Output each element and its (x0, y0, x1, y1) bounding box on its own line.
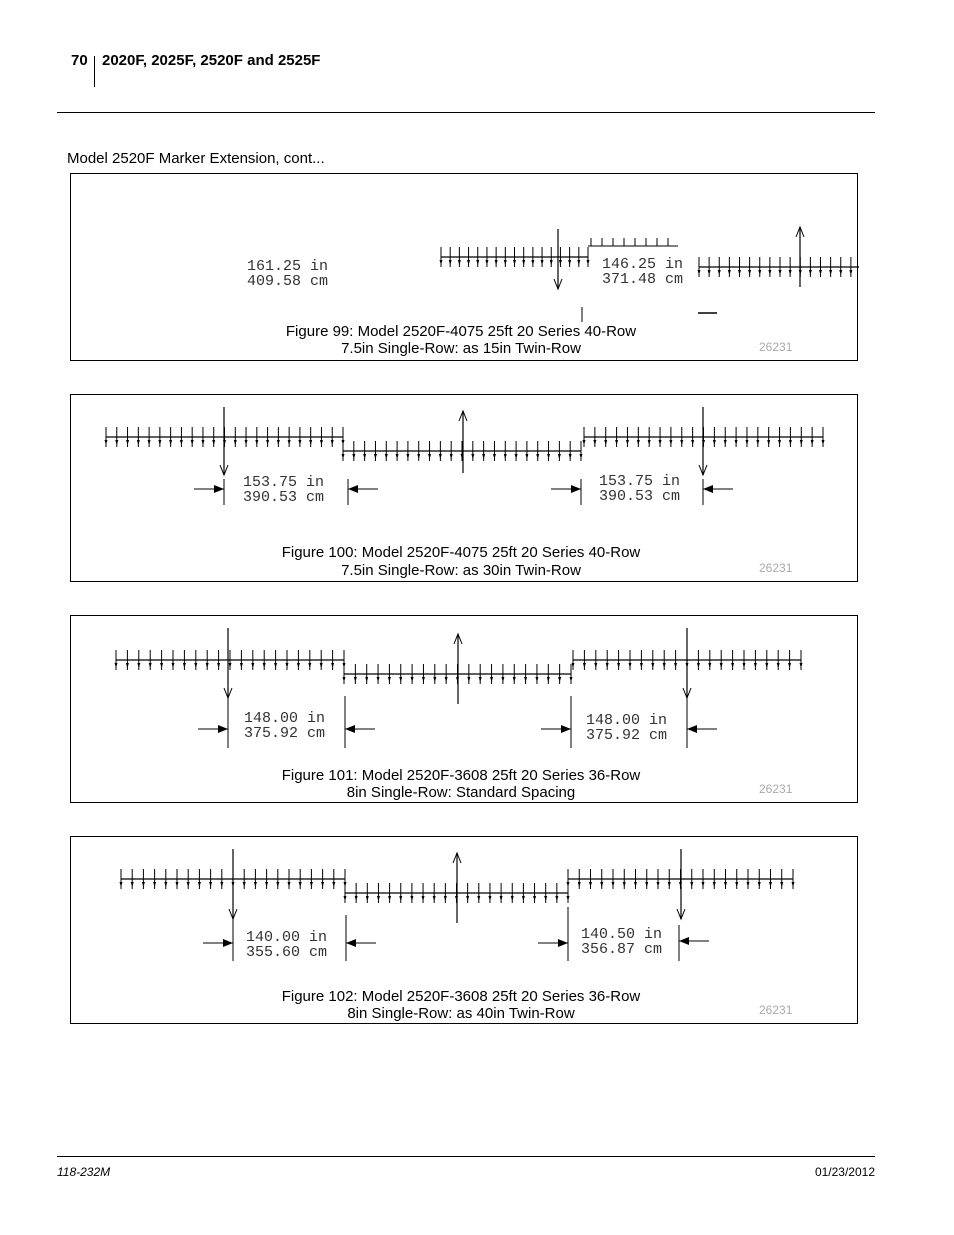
right-measure-in: 146.25 in (602, 256, 684, 273)
row-arrow (137, 440, 140, 445)
row-arrow (779, 270, 782, 275)
row-arrow (374, 454, 377, 459)
row-arrow (524, 677, 527, 682)
row-arrow (713, 440, 716, 445)
row-arrow (245, 440, 248, 445)
right-measure-cm: 375.92 cm (586, 727, 668, 744)
right-measure-in: 140.50 in (581, 926, 663, 943)
figure-id: 26231 (759, 340, 793, 354)
row-arrow (354, 677, 357, 682)
row-arrow (320, 663, 323, 668)
row-arrow (158, 440, 161, 445)
row-arrow (567, 896, 570, 901)
row-arrow (331, 663, 334, 668)
right-measure-in: 153.75 in (599, 473, 681, 490)
right-measure-cm: 356.87 cm (581, 941, 663, 958)
row-arrow (493, 454, 496, 459)
row-arrow (525, 454, 528, 459)
row-arrow (479, 677, 482, 682)
row-arrow (428, 454, 431, 459)
row-arrow (363, 454, 366, 459)
row-arrow (482, 454, 485, 459)
row-arrow (567, 882, 570, 887)
row-arrow (615, 440, 618, 445)
row-arrow (792, 882, 795, 887)
dimension-arrowhead (218, 725, 228, 733)
left-measure-cm: 390.53 cm (243, 489, 325, 506)
row-arrow (819, 270, 822, 275)
row-arrow (569, 454, 572, 459)
row-arrow (718, 270, 721, 275)
row-arrow (399, 677, 402, 682)
row-arrow (180, 440, 183, 445)
row-arrow (780, 882, 783, 887)
figure-caption-line2: 8in Single-Row: Standard Spacing (346, 784, 576, 801)
row-arrow (126, 440, 129, 445)
dimension-arrowhead (345, 725, 355, 733)
row-arrow (410, 896, 413, 901)
row-arrow (691, 440, 694, 445)
row-arrow (365, 677, 368, 682)
row-arrow (153, 882, 156, 887)
dimension-arrowhead (703, 485, 713, 493)
header-rule (57, 112, 875, 113)
publication-date: 01/23/2012 (814, 1165, 875, 1179)
section-intro: Model 2520F Marker Extension, cont... (67, 150, 325, 167)
figure-id: 26231 (759, 561, 793, 575)
document-number: 118-232M (57, 1165, 111, 1179)
row-arrow (355, 896, 358, 901)
row-arrow (702, 882, 705, 887)
row-arrow (183, 663, 186, 668)
row-arrow (255, 440, 258, 445)
row-arrow (254, 882, 257, 887)
row-arrow (265, 882, 268, 887)
row-arrow (572, 663, 575, 668)
page-number: 70 (71, 52, 88, 69)
row-arrow (745, 440, 748, 445)
row-arrow (587, 260, 590, 265)
row-arrow (800, 663, 803, 668)
row-arrow (206, 663, 209, 668)
row-arrow (277, 440, 280, 445)
row-arrow (201, 440, 204, 445)
dimension-arrowhead (348, 485, 358, 493)
row-arrow (724, 440, 727, 445)
row-arrow (343, 677, 346, 682)
row-arrow (476, 260, 479, 265)
row-arrow (811, 440, 814, 445)
row-arrow (377, 896, 380, 901)
row-arrow (568, 260, 571, 265)
footer-rule (57, 1156, 875, 1157)
row-arrow (533, 896, 536, 901)
row-arrow (589, 882, 592, 887)
row-arrow (768, 270, 771, 275)
row-arrow (570, 677, 573, 682)
row-arrow (756, 440, 759, 445)
row-arrow (708, 663, 711, 668)
row-arrow (321, 882, 324, 887)
dimension-arrowhead (687, 725, 697, 733)
row-arrow (131, 882, 134, 887)
row-arrow (758, 882, 761, 887)
right-measure-cm: 371.48 cm (602, 271, 684, 288)
row-arrow (187, 882, 190, 887)
row-arrow (522, 260, 525, 265)
row-arrow (417, 454, 420, 459)
row-arrow (777, 663, 780, 668)
row-arrow (789, 270, 792, 275)
row-arrow (308, 663, 311, 668)
row-arrow (698, 270, 701, 275)
row-arrow (229, 663, 232, 668)
row-arrow (477, 896, 480, 901)
row-arrow (583, 663, 586, 668)
row-arrow (411, 677, 414, 682)
row-arrow (829, 270, 832, 275)
row-arrow (440, 260, 443, 265)
row-arrow (617, 663, 620, 668)
row-arrow (767, 440, 770, 445)
row-arrow (674, 663, 677, 668)
row-arrow (286, 663, 289, 668)
figure-id: 26231 (759, 782, 793, 796)
right-measure-in: 148.00 in (586, 712, 668, 729)
dimension-arrowhead (223, 939, 233, 947)
row-arrow (342, 454, 345, 459)
row-arrow (377, 677, 380, 682)
row-arrow (467, 260, 470, 265)
right-measure-cm: 390.53 cm (599, 488, 681, 505)
row-arrow (266, 440, 269, 445)
row-arrow (713, 882, 716, 887)
row-arrow (728, 270, 731, 275)
row-arrow (490, 677, 493, 682)
row-arrow (577, 260, 580, 265)
row-arrow (194, 663, 197, 668)
row-arrow (555, 896, 558, 901)
row-arrow (544, 896, 547, 901)
row-arrow (458, 260, 461, 265)
row-arrow (501, 677, 504, 682)
row-arrow (758, 270, 761, 275)
row-arrow (669, 440, 672, 445)
row-arrow (731, 663, 734, 668)
row-arrow (288, 440, 291, 445)
row-arrow (160, 663, 163, 668)
row-arrow (735, 882, 738, 887)
figure-caption-line2: 8in Single-Row: as 40in Twin-Row (347, 1005, 575, 1022)
row-arrow (399, 896, 402, 901)
row-arrow (558, 454, 561, 459)
row-arrow (198, 882, 201, 887)
row-arrow (422, 677, 425, 682)
row-arrow (310, 882, 313, 887)
left-measure-in: 148.00 in (244, 710, 326, 727)
row-arrow (209, 882, 212, 887)
row-arrow (659, 440, 662, 445)
header-divider (94, 56, 95, 87)
figure-100 (70, 394, 858, 582)
row-arrow (849, 270, 852, 275)
row-arrow (735, 440, 738, 445)
row-arrow (531, 260, 534, 265)
row-arrow (385, 454, 388, 459)
row-arrow (217, 663, 220, 668)
figure-id: 26231 (759, 1003, 793, 1017)
row-arrow (439, 454, 442, 459)
row-arrow (126, 663, 129, 668)
row-arrow (422, 896, 425, 901)
row-arrow (332, 882, 335, 887)
figure-caption-line2: 7.5in Single-Row: as 30in Twin-Row (341, 562, 581, 579)
row-arrow (466, 896, 469, 901)
row-arrow (547, 677, 550, 682)
row-arrow (511, 896, 514, 901)
row-arrow (388, 677, 391, 682)
figure-caption-line1: Figure 100: Model 2520F-4075 25ft 20 Series 40-Row (281, 544, 641, 561)
row-arrow (522, 896, 525, 901)
row-arrow (550, 260, 553, 265)
row-arrow (604, 440, 607, 445)
row-arrow (240, 663, 243, 668)
row-arrow (297, 663, 300, 668)
row-arrow (541, 260, 544, 265)
row-arrow (444, 896, 447, 901)
row-arrow (445, 677, 448, 682)
row-arrow (583, 440, 586, 445)
dimension-arrowhead (679, 937, 689, 945)
row-arrow (344, 896, 347, 901)
row-arrow (137, 663, 140, 668)
row-arrow (690, 882, 693, 887)
row-arrow (629, 663, 632, 668)
row-arrow (680, 440, 683, 445)
row-arrow (115, 440, 118, 445)
left-measure-in: 161.25 in (247, 258, 329, 275)
row-arrow (593, 440, 596, 445)
row-arrow (754, 663, 757, 668)
left-measure-cm: 409.58 cm (247, 273, 329, 290)
row-arrow (600, 882, 603, 887)
row-arrow (251, 663, 254, 668)
row-arrow (504, 454, 507, 459)
row-arrow (645, 882, 648, 887)
row-arrow (580, 454, 583, 459)
row-arrow (839, 270, 842, 275)
row-arrow (535, 677, 538, 682)
row-arrow (288, 882, 291, 887)
dimension-arrowhead (561, 725, 571, 733)
row-arrow (352, 454, 355, 459)
row-arrow (396, 454, 399, 459)
row-arrow (115, 663, 118, 668)
row-arrow (708, 270, 711, 275)
row-arrow (663, 663, 666, 668)
row-arrow (320, 440, 323, 445)
row-arrow (578, 882, 581, 887)
row-arrow (513, 260, 516, 265)
row-arrow (778, 440, 781, 445)
row-arrow (406, 454, 409, 459)
row-arrow (720, 663, 723, 668)
row-arrow (450, 454, 453, 459)
figure-caption-line1: Figure 102: Model 2520F-3608 25ft 20 Series 36-Row (281, 988, 641, 1005)
row-arrow (366, 896, 369, 901)
row-arrow (800, 440, 803, 445)
page-title: 2020F, 2025F, 2520F and 2525F (102, 52, 321, 69)
row-arrow (433, 896, 436, 901)
dimension-arrowhead (346, 939, 356, 947)
row-arrow (495, 260, 498, 265)
row-arrow (513, 677, 516, 682)
row-arrow (388, 896, 391, 901)
row-arrow (558, 677, 561, 682)
row-arrow (309, 440, 312, 445)
row-arrow (149, 663, 152, 668)
row-arrow (637, 440, 640, 445)
row-arrow (504, 260, 507, 265)
figure-101 (70, 615, 858, 803)
left-measure-cm: 355.60 cm (246, 944, 328, 961)
row-arrow (169, 440, 172, 445)
row-arrow (748, 270, 751, 275)
dimension-arrowhead (214, 485, 224, 493)
row-arrow (298, 440, 301, 445)
row-arrow (547, 454, 550, 459)
row-arrow (668, 882, 671, 887)
row-arrow (769, 882, 772, 887)
row-arrow (623, 882, 626, 887)
row-arrow (697, 663, 700, 668)
row-arrow (657, 882, 660, 887)
row-arrow (263, 663, 266, 668)
row-arrow (191, 440, 194, 445)
row-arrow (809, 270, 812, 275)
row-arrow (515, 454, 518, 459)
row-arrow (634, 882, 637, 887)
row-arrow (142, 882, 145, 887)
row-arrow (234, 440, 237, 445)
dimension-arrowhead (571, 485, 581, 493)
row-arrow (176, 882, 179, 887)
row-arrow (105, 440, 108, 445)
row-arrow (276, 882, 279, 887)
figure-caption-line2: 7.5in Single-Row: as 15in Twin-Row (341, 340, 581, 357)
figure-102 (70, 836, 858, 1024)
row-arrow (433, 677, 436, 682)
row-arrow (789, 440, 792, 445)
row-arrow (212, 440, 215, 445)
row-arrow (640, 663, 643, 668)
row-arrow (536, 454, 539, 459)
row-arrow (822, 440, 825, 445)
left-measure-in: 153.75 in (243, 474, 325, 491)
row-arrow (500, 896, 503, 901)
row-arrow (626, 440, 629, 445)
left-measure-cm: 375.92 cm (244, 725, 326, 742)
row-arrow (299, 882, 302, 887)
row-arrow (724, 882, 727, 887)
left-measure-in: 140.00 in (246, 929, 328, 946)
row-arrow (488, 896, 491, 901)
figure-caption-line1: Figure 99: Model 2520F-4075 25ft 20 Series 40-Row (285, 323, 637, 340)
dimension-arrowhead (558, 939, 568, 947)
row-arrow (747, 882, 750, 887)
row-arrow (485, 260, 488, 265)
row-arrow (765, 663, 768, 668)
row-arrow (648, 440, 651, 445)
row-arrow (120, 882, 123, 887)
row-arrow (164, 882, 167, 887)
figure-99 (70, 173, 858, 361)
row-arrow (559, 260, 562, 265)
row-arrow (331, 440, 334, 445)
row-arrow (594, 663, 597, 668)
row-arrow (606, 663, 609, 668)
row-arrow (172, 663, 175, 668)
row-arrow (274, 663, 277, 668)
row-arrow (148, 440, 151, 445)
figure-caption-line1: Figure 101: Model 2520F-3608 25ft 20 Series 36-Row (281, 767, 641, 784)
row-arrow (449, 260, 452, 265)
row-arrow (243, 882, 246, 887)
row-arrow (220, 882, 223, 887)
row-arrow (738, 270, 741, 275)
row-arrow (612, 882, 615, 887)
row-arrow (743, 663, 746, 668)
row-arrow (788, 663, 791, 668)
row-arrow (651, 663, 654, 668)
row-arrow (471, 454, 474, 459)
row-arrow (467, 677, 470, 682)
